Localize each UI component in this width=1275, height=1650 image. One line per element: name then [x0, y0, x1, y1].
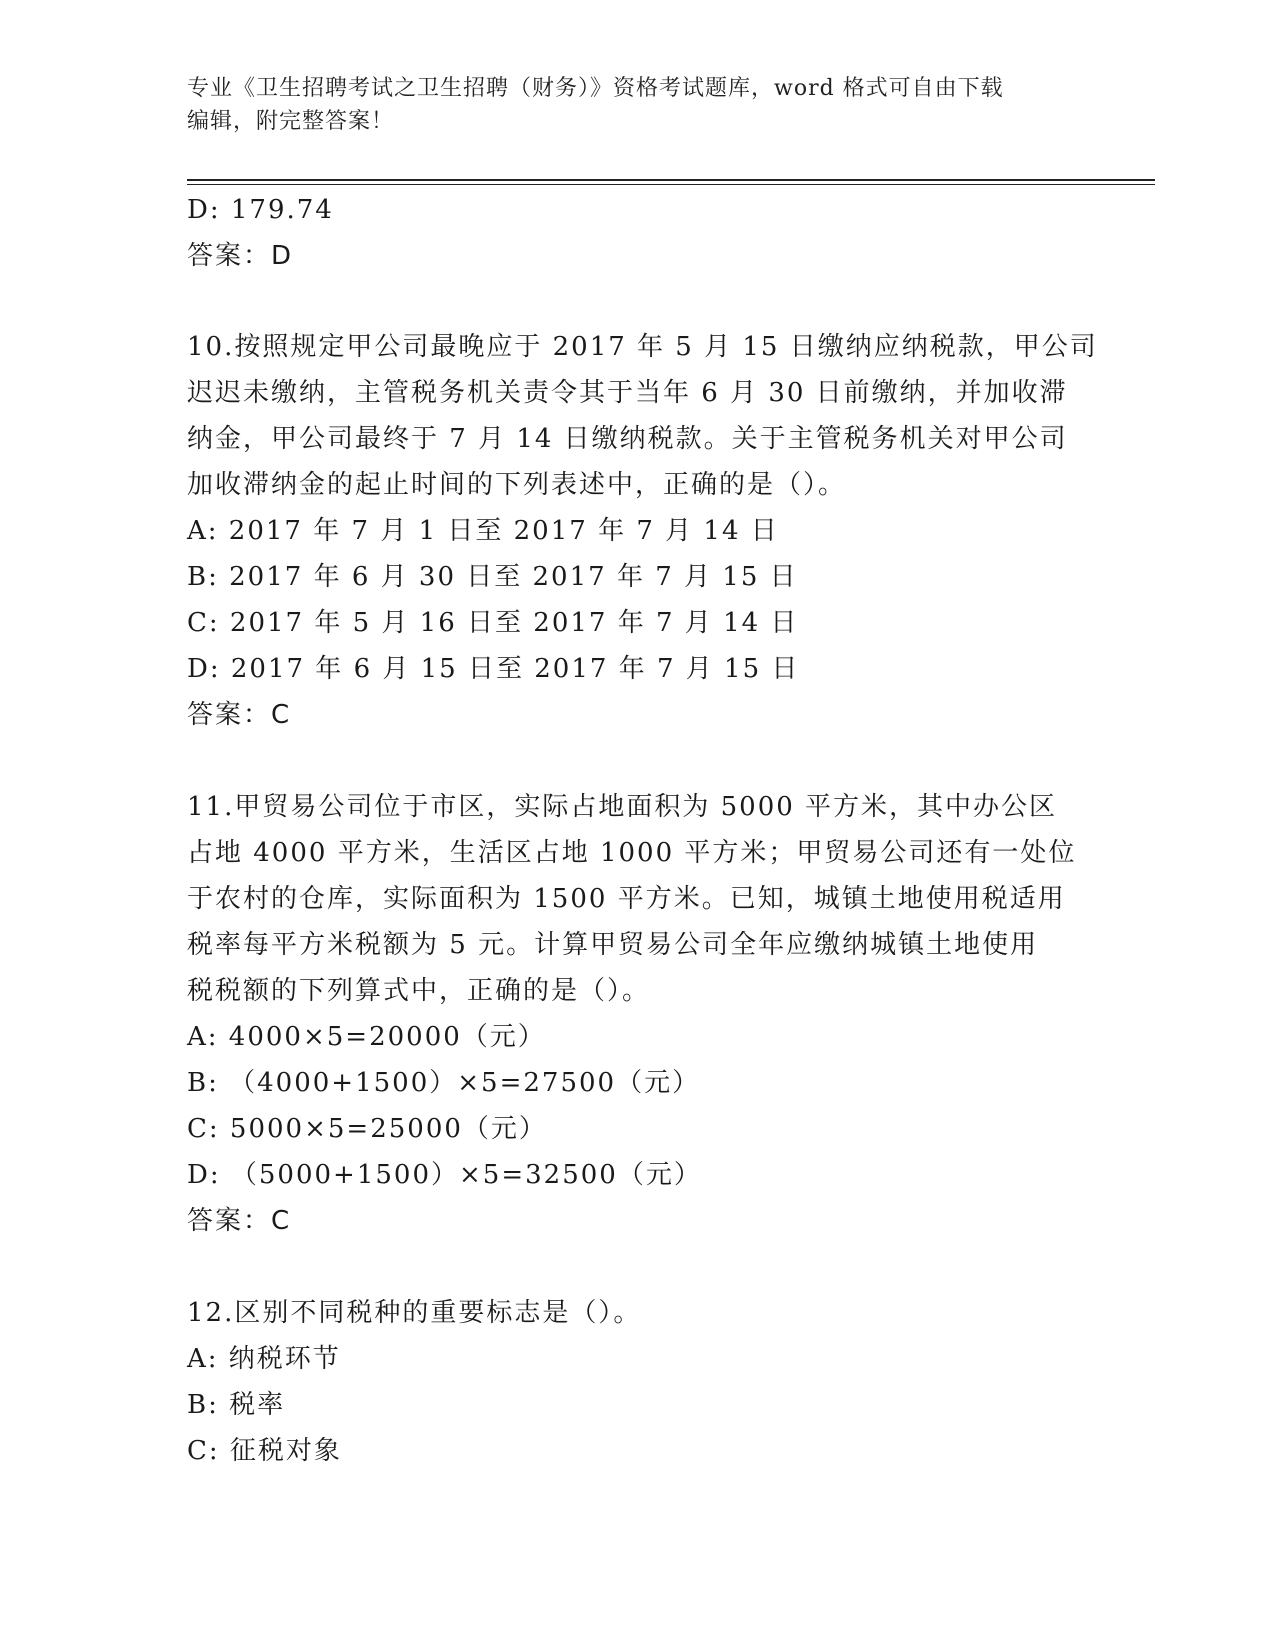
text-line: D: 179.74 — [187, 195, 334, 225]
text-line: 于农村的仓库，实际面积为 1500 平方米。已知，城镇土地使用税适用 — [187, 884, 1066, 914]
text-line: 12.区别不同税种的重要标志是（）。 — [187, 1298, 642, 1328]
text-line: 税税额的下列算式中，正确的是（）。 — [187, 976, 651, 1006]
answer-line: 答案：C — [187, 1206, 292, 1236]
text-line: 税率每平方米税额为 5 元。计算甲贸易公司全年应缴纳城镇土地使用 — [187, 930, 1039, 960]
text-line: C: 2017 年 5 月 16 日至 2017 年 7 月 14 日 — [187, 608, 799, 638]
text-line: 加收滞纳金的起止时间的下列表述中，正确的是（）。 — [187, 470, 847, 500]
text-line: D: （5000+1500）×5=32500（元） — [187, 1160, 702, 1190]
text-line: B: 2017 年 6 月 30 日至 2017 年 7 月 15 日 — [187, 562, 798, 592]
text-line: 纳金，甲公司最终于 7 月 14 日缴纳税款。关于主管税务机关对甲公司 — [187, 424, 1068, 454]
text-line: D: 2017 年 6 月 15 日至 2017 年 7 月 15 日 — [187, 654, 800, 684]
header-rule-thick — [187, 179, 1155, 181]
header-line-1: 专业《卫生招聘考试之卫生招聘（财务）》资格考试题库，word 格式可自由下载 — [187, 76, 1004, 101]
text-line: 10.按照规定甲公司最晚应于 2017 年 5 月 15 日缴纳应纳税款，甲公司 — [187, 332, 1098, 362]
text-line: A: 2017 年 7 月 1 日至 2017 年 7 月 14 日 — [187, 516, 779, 546]
answer-line: 答案：C — [187, 700, 292, 730]
header-line-2: 编辑，附完整答案！ — [187, 109, 395, 134]
text-line: C: 5000×5=25000（元） — [187, 1114, 547, 1144]
header-rule-thin — [187, 184, 1155, 185]
document-header — [187, 72, 1087, 138]
text-line: 占地 4000 平方米，生活区占地 1000 平方米；甲贸易公司还有一处位 — [187, 838, 1077, 868]
text-line: C: 征税对象 — [187, 1436, 342, 1466]
text-line: A: 纳税环节 — [187, 1344, 341, 1374]
text-line: B: 税率 — [187, 1390, 286, 1420]
text-line: B: （4000+1500）×5=27500（元） — [187, 1068, 701, 1098]
answer-line: 答案：D — [187, 241, 294, 271]
text-line: A: 4000×5=20000（元） — [187, 1022, 546, 1052]
text-line: 迟迟未缴纳，主管税务机关责令其于当年 6 月 30 日前缴纳，并加收滞 — [187, 378, 1068, 408]
text-line: 11.甲贸易公司位于市区，实际占地面积为 5000 平方米，其中办公区 — [187, 792, 1058, 822]
